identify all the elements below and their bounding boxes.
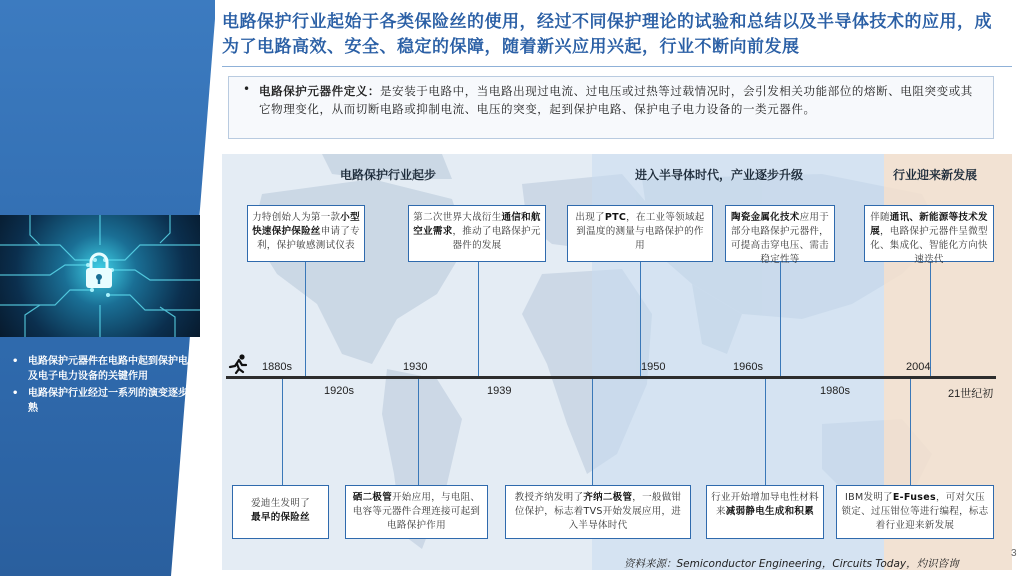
page-title: 电路保护行业起始于各类保险丝的使用，经过不同保护理论的试验和总结以及半导体技术的应用，成为了电路高效、安全、稳定的保障，随着新兴应用兴起，行业不断向前发展 <box>222 12 992 57</box>
connector-line <box>478 262 479 376</box>
event-card <box>864 205 994 265</box>
card-highlight: 陶瓷金属化技术 <box>730 212 800 223</box>
card-text: 教授齐纳发明了 <box>514 492 584 503</box>
card-highlight: 齐纳二极管 <box>583 492 633 503</box>
card-highlight: 最早的保险丝 <box>251 512 310 523</box>
connector-line <box>910 379 911 485</box>
page-number: 3 <box>1011 548 1017 559</box>
definition-body: 是安装于电路中，当电路出现过电流、过电压或过热等过载情况时，会引发相关功能部位的熔断、电阻突变或其它物理变化，从而切断电路或抑制电流、电压的突变，起到保护电路、保护电子电力设备的一类元器件。 <box>259 84 973 116</box>
card-text: 出现了 <box>575 212 605 223</box>
card-text: 应用于部分电路保护元器件，可提高击穿电压、需击稳定性等 <box>730 212 829 265</box>
event-card <box>505 485 691 539</box>
timeline-year: 1880s <box>262 361 292 373</box>
card-text: IBM发明了 <box>845 492 893 503</box>
bullet-dot: • <box>243 82 251 96</box>
card-text: 伴随 <box>870 212 890 223</box>
card-text: 申请了专利，保护敏感测试仪表 <box>256 226 360 251</box>
timeline-year: 1960s <box>733 361 763 373</box>
card-text: ，在工业等领域起到温度的测量与电路保护的作用 <box>576 212 705 251</box>
title-divider <box>222 66 1012 67</box>
card-text: ，推动了电路保护元器件的发展 <box>452 226 541 251</box>
source-note: 资料来源：Semiconductor Engineering，Circuits Today，灼识咨询 <box>624 558 959 570</box>
card-text: 力特创始人为第一款 <box>252 212 341 223</box>
timeline-year: 1939 <box>487 385 512 397</box>
card-text: 第二次世界大战衍生 <box>413 212 502 223</box>
definition-box <box>228 76 994 139</box>
event-card <box>247 205 365 262</box>
connector-line <box>930 262 931 376</box>
connector-line <box>282 379 283 485</box>
card-text: 开始应用，与电阻、电容等元器件合理连接可起到电路保护作用 <box>352 492 481 531</box>
timeline-axis <box>226 376 996 379</box>
sidebar-bullet: • 电路保护元器件在电路中起到保护电路及电子电力设备的关键作用 <box>6 354 198 384</box>
phase-heading: 电路保护行业起步 <box>340 168 437 182</box>
definition-text <box>259 82 983 118</box>
event-card <box>232 485 329 539</box>
card-highlight: 通信和航空业需求 <box>413 212 541 237</box>
event-card <box>706 485 824 539</box>
connector-line <box>418 379 419 485</box>
card-highlight: E-Fuses <box>892 492 936 503</box>
event-card <box>836 485 994 539</box>
timeline-year: 1930 <box>403 361 428 373</box>
card-text: ，可对欠压锁定、过压钳位等进行编程，标志着行业迎来新发展 <box>841 492 989 531</box>
runner-icon <box>228 354 250 374</box>
phase-heading: 进入半导体时代，产业逐步升级 <box>635 168 804 182</box>
event-card <box>725 205 835 265</box>
card-text: ，电路保护元器件呈微型化、集成化、智能化方向快速迭代 <box>870 226 988 265</box>
connector-line <box>305 262 306 376</box>
timeline-year: 1950 <box>641 361 666 373</box>
connector-line <box>640 262 641 376</box>
connector-line <box>780 262 781 376</box>
phase-heading: 行业迎来新发展 <box>893 168 978 182</box>
card-text: 爱迪生发明了 <box>251 498 310 509</box>
connector-line <box>592 379 593 485</box>
event-card <box>408 205 546 262</box>
timeline-year: 21世纪初 <box>948 388 994 400</box>
card-highlight: 硒二极管 <box>352 492 392 503</box>
timeline-year: 2004 <box>906 361 931 373</box>
timeline-year: 1980s <box>820 385 850 397</box>
card-highlight: PTC <box>604 212 627 223</box>
card-highlight: 小型快速保护保险丝 <box>252 212 360 237</box>
card-text: 行业开始增加导电性材料来 <box>711 492 819 517</box>
event-card <box>345 485 488 539</box>
security-circuit-image <box>0 215 200 337</box>
sidebar-bullet: • 电路保护行业经过一系列的演变逐步成熟 <box>6 386 198 416</box>
event-card <box>567 205 713 262</box>
card-highlight: 通讯、新能源等技术发展 <box>870 212 988 237</box>
card-text: ，一般做钳位保护，标志着TVS开始发展应用，进入半导体时代 <box>514 492 682 531</box>
timeline-year: 1920s <box>324 385 354 397</box>
sidebar-bullets <box>6 354 198 418</box>
card-highlight: 减弱静电生成和积累 <box>725 506 814 517</box>
lock-icon <box>82 251 116 291</box>
connector-line <box>765 379 766 485</box>
definition-term: 电路保护元器件定义： <box>259 84 380 98</box>
